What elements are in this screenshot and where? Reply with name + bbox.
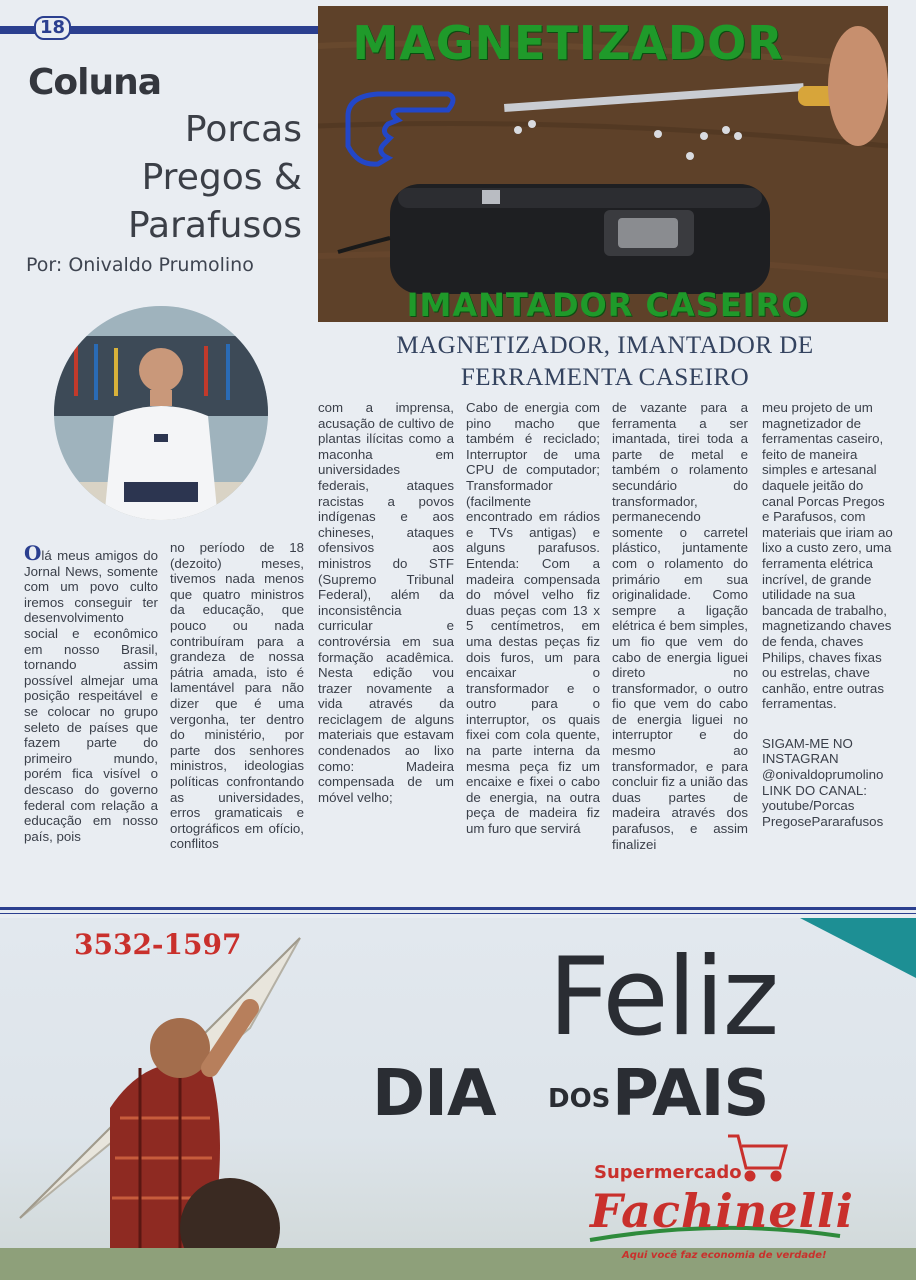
article-column-1: [24, 541, 158, 844]
column-5-text: de vazante para a ferramenta a ser imantada, tirei toda a parte de metal e também o rolamento secundário do transformador, permanecendo somente o carretel plástico, juntamente com o rolamento do primário em sua originalidade. Como sempre a ligação elétrica é bem simples, um fio que vem do cabo de energia liguei direto no transformador, o outro fio que vem do cabo de energia liguei no interruptor e do mesmo ao transformador, e para concluir fiz a união das duas partes de madeira através dos parafusos, e assim finalizei: [612, 400, 748, 852]
page-header-bar: [0, 17, 320, 38]
column-3-text: com a imprensa, acusação de cultivo de plantas ilícitas como a maconha em universidades federais, ataques racistas a povos indígenas e aos chineses, ataques ofensivos aos ministros do STF (Supremo Tribunal Federal), além da inconsistência curricular e controvérsia em sua formação acadêmica. Nesta edição vou trazer novamente a vida através da reciclagem de alguns materiais que estavam condenados ao lixo como: Madeira compensada de um móvel velho;: [318, 400, 454, 805]
article-title-line-1: MAGNETIZADOR, IMANTADOR DE: [396, 332, 814, 359]
article-title: [332, 330, 878, 394]
section-separator: [0, 905, 916, 917]
ad-feliz-text: Feliz: [548, 935, 778, 1060]
ad-slogan: Aqui você faz economia de verdade!: [622, 1250, 827, 1261]
follow-line-4: LINK DO CANAL:: [762, 782, 867, 798]
ad-dia-text: DIA: [372, 1057, 496, 1131]
page-number: 18: [34, 16, 71, 40]
separator-thin-line: [0, 913, 916, 914]
column-title: Coluna: [28, 62, 162, 103]
ad-dos-text: DOS: [548, 1084, 611, 1114]
follow-line-1: SIGAM-ME NO: [762, 735, 853, 751]
column-1-text: lá meus amigos do Jornal News, somente com um povo culto iremos conseguir ter desenvolvimento social e econômico em nosso Brasil, tornando assim possível almejar uma posição respeitável e se colocar no grupo seleto de países que fazem parte do primeiro mundo, porém fica visível o descaso do governo federal com relação a educação em nosso país, pois: [24, 548, 158, 844]
column-subtitle-line-3: Parafusos: [127, 205, 302, 246]
column-2-text: no período de 18 (dezoito) meses, tivemos nada menos que quatro ministros da educação, que pouco ou nada contribuíram para a grandeza de nossa pátria amada, isto é lamentável para não dizer que é uma vergonha, ter dentro do ministério, por parte dos senhores ministros, ideologias políticas confrontando as universidades, erros gramaticais e ortográficos em ofício, conflitos: [170, 540, 304, 852]
follow-line-5: youtube/Porcas: [762, 798, 855, 814]
drop-cap: O: [24, 541, 42, 565]
article-column-2: [170, 540, 304, 852]
article-title-line-2: FERRAMENTA CASEIRO: [460, 364, 750, 391]
follow-line-6: PregosePararafusos: [762, 813, 884, 829]
article-column-4: [466, 400, 600, 837]
column-4-text: Cabo de energia com pino macho que também é reciclado; Interruptor de uma CPU de computador; Transformador (facilmente encontrado em rádios e TVs antigas) e alguns parafusos. Entenda: Com a madeira compensada do móvel velho fiz duas peças com 13 x 5 centímetros, em uma destas peças fiz dois furos, um para encaixar o transformador e o outro para o interruptor, os quais fixei com cola quente, na parte interna da mesma peça fiz um encaixe e fixei o cabo de energia, na outra peça de madeira fiz um furo que servirá: [466, 400, 600, 837]
column-subtitle-line-1: Porcas: [184, 109, 302, 150]
ad-brand-logo: Fachinelli: [590, 1184, 855, 1238]
column-6-text: meu projeto de um magnetizador de ferramentas caseiro, feito de maneira simples e artesanal daquele jeitão do canal Porcas Pregos e Parafusos, com materiais que iriam ao lixo a custo zero, uma ferramenta elétrica incrível, de grande utilidade na sua bancada de trabalho, magnetizando chaves de fenda, chaves Philips, chaves fixas ou estrelas, chave canhão, entre outras ferramentas.: [762, 400, 893, 712]
author-illustration: [54, 306, 268, 520]
article-column-3: [318, 400, 454, 805]
column-subtitle-line-2: Pregos &: [141, 157, 302, 198]
ad-phone-number: 3532-1597: [74, 928, 242, 961]
byline: Por: Onivaldo Prumolino: [26, 254, 254, 276]
separator-thick-line: [0, 907, 916, 910]
hero-bottom-text: IMANTADOR CASEIRO: [406, 286, 810, 322]
follow-line-2: INSTAGRAN: [762, 751, 839, 767]
hero-top-text: MAGNETIZADOR: [352, 16, 784, 70]
fathers-day-advertisement: [0, 918, 916, 1280]
hero-photo: [318, 6, 888, 322]
author-photo: [54, 306, 268, 520]
article-column-5: [612, 400, 748, 852]
ad-supermercado-label: Supermercado: [594, 1162, 742, 1183]
ad-pais-text: PAIS: [612, 1057, 769, 1131]
follow-line-3: @onivaldoprumolino: [762, 767, 884, 783]
article-column-6: [762, 400, 894, 829]
